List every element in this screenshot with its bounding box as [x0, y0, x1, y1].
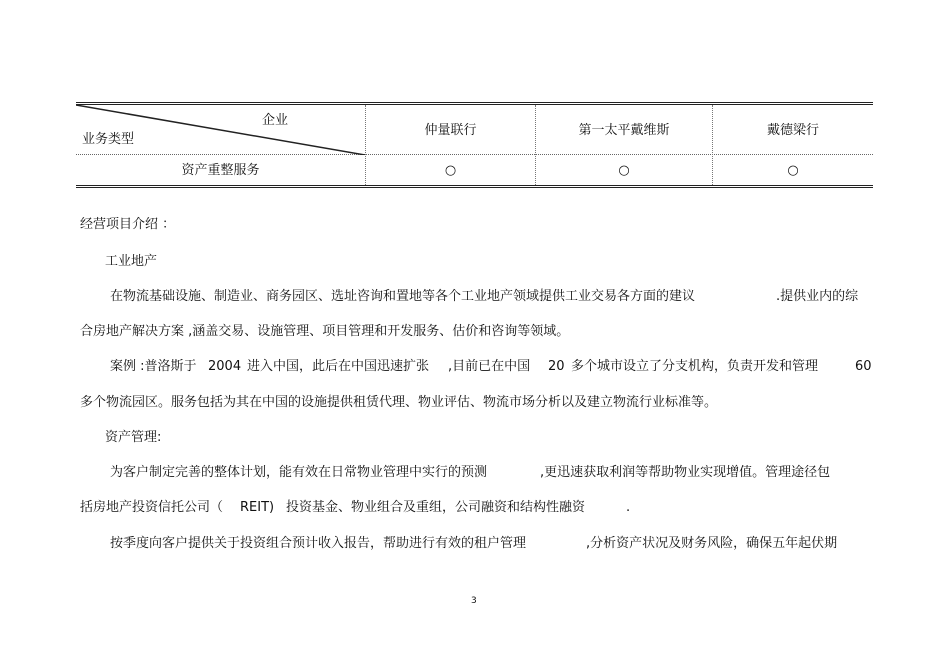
case-line2: 多个物流园区。服务包括为其在中国的设施提供租赁代理、物业评估、物流市场分析以及建立物流行业标准等。 [80, 395, 718, 410]
service-comparison-table [76, 102, 873, 188]
case-line1-c: 进入中国，此后在中国迅速扩张 [247, 359, 430, 374]
corner-header-business-type: 业务类型 [82, 132, 135, 147]
subheading-industrial: 工业地产 [105, 254, 158, 269]
section-heading: 经营项目介绍 ： [80, 217, 176, 232]
case-line1-a: 案例 :普洛斯于 [110, 359, 197, 374]
report-line-b: ,分析资产状况及财务风险，确保五年起伏期 [586, 536, 838, 551]
mark-circle: ○ [444, 163, 457, 178]
case-line1-f: 多个城市设立了分支机构，负责开发和管理 [571, 359, 819, 374]
corner-header-enterprise: 企业 [262, 113, 289, 128]
company-header-jll: 仲量联行 [424, 123, 477, 138]
case-line1-year: 2004 [208, 359, 242, 374]
page-number: 3 [471, 596, 477, 606]
report-line-a: 按季度向客户提供关于投资组合预计收入报告，帮助进行有效的租户管理 [110, 536, 527, 551]
company-header-savills: 第一太平戴维斯 [578, 123, 670, 138]
mark-circle: ○ [787, 163, 799, 178]
asset-line1-a: 为客户制定完善的整体计划，能有效在日常物业管理中实行的预测 [110, 465, 488, 480]
subheading-asset-management: 资产管理: [105, 430, 162, 445]
case-line1-d: ,目前已在中国 [448, 359, 531, 374]
asset-line2-period: . [626, 500, 631, 515]
asset-line2-a: 括房地产投资信托公司（ [80, 500, 224, 515]
asset-line2-c: 投资基金、物业组合及重组，公司融资和结构性融资 [286, 500, 586, 515]
asset-line2-reit: REIT) [240, 500, 275, 515]
company-header-dtz: 戴德梁行 [766, 123, 819, 138]
paragraph-industrial-line2: 合房地产解决方案 ,涵盖交易、设施管理、项目管理和开发服务、估价和咨询等领域。 [80, 324, 570, 339]
case-line1-num: 20 [548, 359, 565, 374]
paragraph-industrial-line1: 在物流基础设施、制造业、商务园区、选址咨询和置地等各个工业地产领域提供工业交易各方面的建议 [110, 289, 696, 304]
paragraph-industrial-line1-end: .提供业内的综 [776, 289, 859, 304]
table-bottom-rule [76, 185, 873, 188]
mark-circle: ○ [618, 163, 630, 178]
row-label-asset-restructuring: 资产重整服务 [181, 163, 260, 178]
asset-line1-b: ,更迅速获取利润等帮助物业实现增值。管理途径包 [540, 465, 831, 480]
case-line1-num2: 60 [855, 359, 872, 374]
